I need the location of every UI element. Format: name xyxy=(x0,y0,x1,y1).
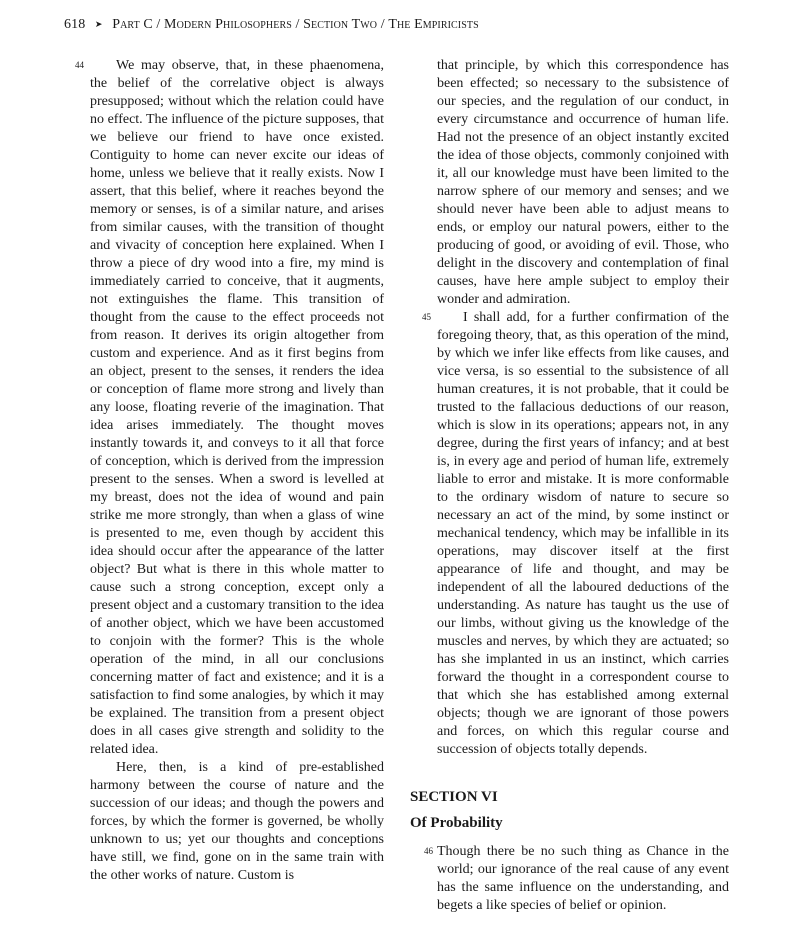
paragraph-text: Though there be no such thing as Chance in the world; our ignorance of the real cause of any event has the same influence on the understanding, and begets a like species of belief or opinion. xyxy=(437,844,729,913)
paragraph-harmony xyxy=(90,759,384,885)
left-column xyxy=(75,57,384,885)
paragraph-text: that principle, by which this correspondence has been effected; so necessary to the subsistence of our species, and the regulation of our conduct, in every circumstance and occurrence of human life. Had not the presence of an object instantly excited the idea of those objects, commonly conjoined with it, all our knowledge must have been limited to the narrow sphere of our memory and senses; and we should never have been able to adjust means to ends, or employ our natural powers, either to the producing of good, or avoiding of evil. Those, who delight in the discovery and contemplation of final causes, have here ample subject to employ their wonder and admiration. xyxy=(437,58,729,307)
paragraph-continuation xyxy=(437,57,729,309)
header-separator: / xyxy=(295,17,304,32)
paragraph-number: 45 xyxy=(422,312,431,322)
section-title: Of Probability xyxy=(410,815,503,831)
running-header xyxy=(64,17,479,33)
header-separator: / xyxy=(380,17,389,32)
section-heading: SECTION VI xyxy=(410,789,498,805)
paragraph-text: We may observe, that, in these phaenomena, the belief of the correlative object is always presupposed; without which the relation could have no effect. The influence of the picture supposes, that we believe our friend to have once existed. Contiguity to home can never excite our ideas of home, unless we believe that it really exists. Now I assert, that this belief, where it reaches beyond the memory or senses, is of a similar nature, and arises from similar causes, with the transition of thought and vivacity of conception here explained. When I throw a piece of dry wood into a fire, my mind is immediately carried to conceive, that it augments, not extinguishes the flame. This transition of thought from the cause to the effect proceeds not from reason. It derives its origin altogether from custom and experience. And as it first begins from an object, present to the senses, it renders the idea or conception of flame more strong and lively than any loose, floating reverie of the imagination. That idea arises immediately. The thought moves instantly towards it, and conveys to it all that force of conception, which is derived from the impression present to the senses. When a sword is levelled at my breast, does not the idea of wound and pain strike me more strongly, than when a glass of wine is presented to me, even though by accident this idea should occur after the appearance of the latter object? But what is there in this whole matter to cause such a strong conception, except only a present object and a customary transition to the idea of another object, which we have been accustomed to conjoin with the former? This is the whole operation of the mind, in all our conclusions concerning matter of fact and existence; and it is a satisfaction to find some analogies, by which it may be explained. The transition from a present object does in all cases give strength and solidity to the related idea. xyxy=(90,58,384,757)
paragraph-text: I shall add, for a further confirmation of the foregoing theory, that, as this operation of the mind, by which we infer like effects from like causes, and vice versa, is so essential to the subsistence of all human creatures, it is not probable, that it could be trusted to the fallacious deductions of our reason, which is slow in its operations; appears not, in any degree, during the first years of infancy; and at best is, in every age and period of human life, extremely liable to error and mistake. It is more conformable to the ordinary wisdom of nature to secure so necessary an act of the mind, by some instinct or mechanical tendency, which may be infallible in its operations, may discover itself at the first appearance of life and thought, and may be independent of all the laboured deductions of the understanding. As nature has taught us the use of our limbs, without giving us the knowledge of the muscles and nerves, by which they are actuated; so has she implanted in us an instinct, which carries forward the thought in a correspondent course to that which she has established among external objects; though we are ignorant of those powers and forces, on which this regular course and succession of objects totally depends. xyxy=(437,310,729,757)
paragraph-number: 44 xyxy=(75,60,84,70)
paragraph-text: Here, then, is a kind of pre-established harmony between the course of nature and the succession of our ideas; and though the powers and forces, by which the former is governed, be wholly unknown to us; yet our thoughts and conceptions have still, we find, gone on in the same train with the other works of nature. Custom is xyxy=(90,760,384,883)
header-separator: / xyxy=(156,17,165,32)
section-title-header: The Empiricists xyxy=(388,17,479,32)
paragraph-46-inner xyxy=(424,843,729,915)
part-label: Part C xyxy=(112,17,153,32)
paragraph-number: 46 xyxy=(424,846,433,856)
part-title: Modern Philosophers xyxy=(164,17,292,32)
paragraph-46 xyxy=(424,843,729,915)
paragraph-44 xyxy=(75,57,384,759)
diamond-arrow-icon: ➤ xyxy=(94,19,103,29)
section-label: Section Two xyxy=(303,17,378,32)
right-column xyxy=(422,57,729,759)
paragraph-45 xyxy=(422,309,729,759)
page-number: 618 xyxy=(64,17,86,32)
